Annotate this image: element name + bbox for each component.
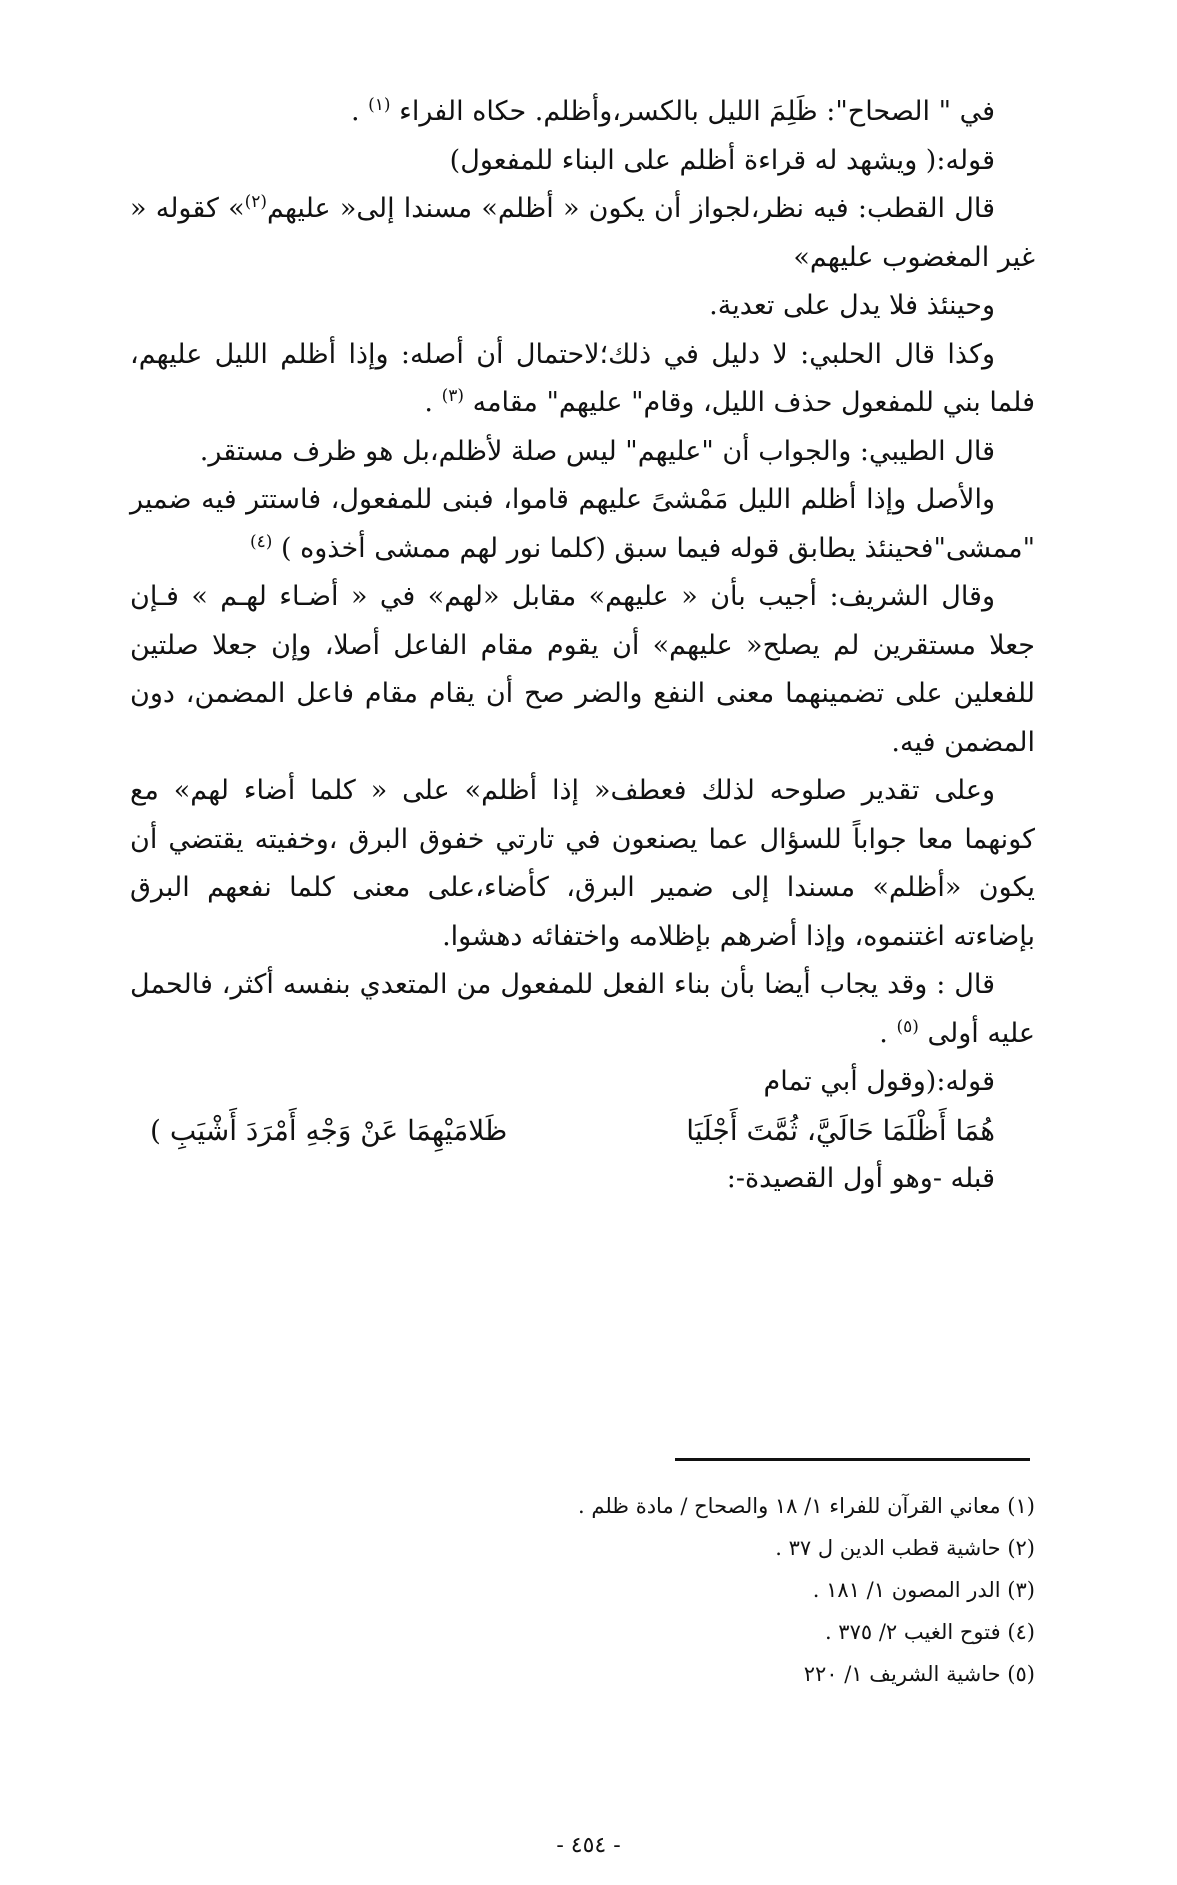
footnote-ref-4[interactable]: (٤) xyxy=(250,531,273,552)
paragraph-asl xyxy=(130,476,1035,573)
paragraph-text: قال القطب: فيه نظر،لجواز أن يكون « أظلم» مسندا إلى« عليهم xyxy=(267,193,995,224)
footnote-ref-3[interactable]: (٣) xyxy=(441,386,465,406)
poetry-verse xyxy=(130,1107,1035,1156)
paragraph-abi-tammam: قوله:(وقول أبي تمام xyxy=(763,1066,995,1097)
footnote-1: (١) معاني القرآن للفراء ١/ ١٨ والصحاح / مادة ظلم . xyxy=(578,1494,1035,1518)
paragraph-text: والأصل وإذا أظلم الليل مَمْشىً عليهم قاموا، فبنى للمفعول، فاستتر فيه ضمير "ممشى"فحينئذ يطابق قوله فيما سبق (كلما نور لهم ممشى أخذوه ) xyxy=(130,484,1035,564)
paragraph-qablahu: قبله -وهو أول القصيدة-: xyxy=(726,1163,995,1194)
footnote-ref-1[interactable]: (١) xyxy=(368,95,391,115)
paragraph-text: وكذا قال الحلبي: لا دليل في ذلك؛لاحتمال أن أصله: وإذا أظلم الليل عليهم، فلما بني للمفعول حذف الليل، وقام" عليهم" مقامه xyxy=(130,338,1035,418)
paragraph-text: قال : وقد يجاب أيضا بأن بناء الفعل للمفعول من المتعدي بنفسه أكثر، فالحمل عليه أولى xyxy=(130,969,1035,1049)
page-number: - ٤٥٤ - xyxy=(556,1833,621,1858)
footnote-2: (٢) حاشية قطب الدين ل ٣٧ . xyxy=(775,1536,1035,1560)
paragraph-taqdir: وعلى تقدير صلوحه لذلك فعطف« إذا أظلم» على « كلما أضاء لهم» مع كونهما معا جواباً للسؤال عما يصنعون في تارتي خفوق البرق ،وخفيته يقتضي أن يكون «أظلم» مسندا إلى ضمير البرق، كأضاء،على معنى كلما نفعهم البرق بإضاءته اغتنموه، وإذا أضرهم بإظلامه واختفائه دهشوا. xyxy=(130,775,1035,952)
main-text xyxy=(130,88,1035,1204)
paragraph-end: . xyxy=(350,96,369,127)
paragraph-halabi xyxy=(130,331,1035,428)
paragraph-text: » كقوله « غير المغضوب عليهم» xyxy=(130,193,1035,273)
paragraph-sharif: وقال الشريف: أجيب بأن « عليهم» مقابل «لهم» في « أضـاء لهـم » فـإن جعلا مستقرين لم يصلح« عليهم» أن يقوم مقام الفاعل أصلا، وإن جعلا صلتين للفعلين على تضمينهما معنى النفع والضر صح أن يقام مقام فاعل المضمن، دون المضمن فيه. xyxy=(130,581,1035,758)
paragraph-end: . xyxy=(879,1017,897,1049)
footnote-3: (٣) الدر المصون ١/ ١٨١ . xyxy=(812,1578,1035,1602)
footnotes xyxy=(130,1485,1035,1695)
footnote-ref-5[interactable]: (٥) xyxy=(896,1016,919,1037)
paragraph-text: في " الصحاح": ظَلِمَ الليل بالكسر،وأظلم. حكاه الفراء xyxy=(390,96,995,127)
paragraph-end: . xyxy=(424,387,442,418)
footnote-ref-2[interactable]: (٢) xyxy=(244,192,268,212)
paragraph-tibi: قال الطيبي: والجواب أن "عليهم" ليس صلة لأظلم،بل هو ظرف مستقر. xyxy=(199,435,995,467)
verse-first-hemistich: هُمَا أَظْلَمَا حَالَيَّ، ثُمَّتَ أَجْلَيَا xyxy=(686,1113,995,1147)
footnote-4: (٤) فتوح الغيب ٢/ ٣٧٥ . xyxy=(824,1620,1035,1644)
footnote-5: (٥) حاشية الشريف ١/ ٢٢٠ xyxy=(803,1662,1035,1686)
paragraph-qawluh-1: قوله:( ويشهد له قراءة أظلم على البناء للمفعول) xyxy=(449,144,995,176)
verse-second-hemistich: ظَلامَيْهِمَا عَنْ وَجْهِ أَمْرَدَ أَشْيَبِ ) xyxy=(150,1113,508,1147)
paragraph-hinaidhin: وحينئذ فلا يدل على تعدية. xyxy=(709,290,995,321)
paragraph-qala xyxy=(130,961,1035,1058)
paragraph-qutb xyxy=(130,185,1035,282)
paragraph-sihah xyxy=(130,88,1035,137)
footnote-divider xyxy=(675,1458,1030,1461)
